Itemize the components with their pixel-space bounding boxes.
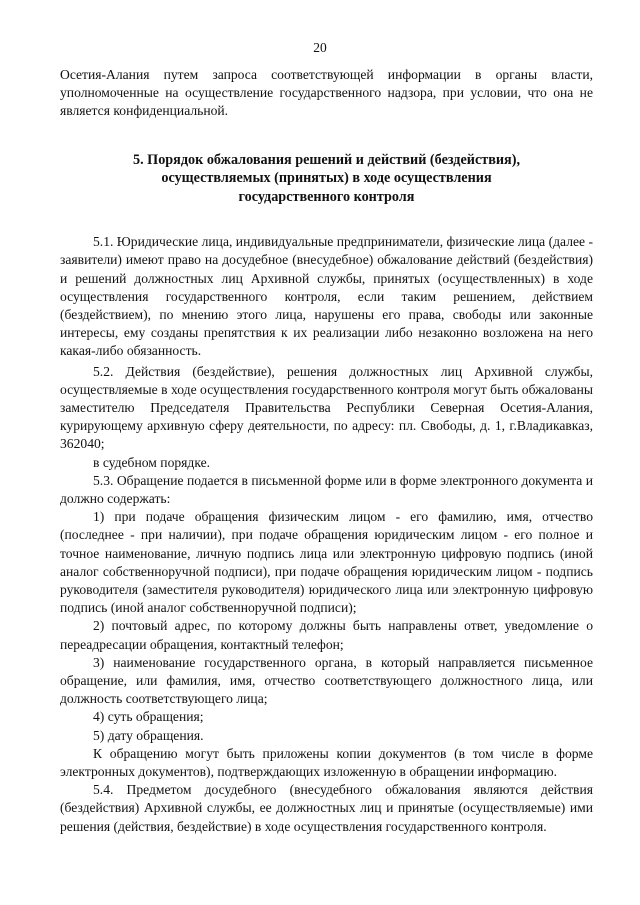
paragraph-5-4: 5.4. Предметом досудебного (внесудебного обжалования являются действия (бездействия) Архивной службы, ее должностных лиц и принятые (осуществляемые) ими решения (действия, бездействие) в ходе осуществления государственного контроля.	[60, 782, 593, 834]
paragraph-5-2-court: в судебном порядке.	[93, 454, 211, 470]
list-item-4: 4) суть обращения;	[93, 709, 204, 725]
list-item-5: 5) дату обращения.	[93, 727, 204, 743]
list-item-2: 2) почтовый адрес, по которому должны быть направлены ответ, уведомление о переадресации обращения, контактный телефон;	[60, 618, 593, 652]
page-number: 20	[313, 40, 327, 55]
paragraph-5-3: 5.3. Обращение подается в письменной форме или в форме электронного документа и должно содержать:	[60, 472, 593, 506]
section-title-line-3: государственного контроля	[238, 188, 415, 205]
paragraph-5-2: 5.2. Действия (бездействие), решения должностных лиц Архивной службы, осуществляемые в ходе осуществления государственного контроля могут быть обжалованы заместителю Председателя Правительства Республики Северная Осетия-Алания, курирующему архивную сферу деятельности, по адресу: пл. Свободы, д. 1, г.Владикавказ, 362040;	[60, 363, 593, 452]
intro-paragraph: Осетия-Алания путем запроса соответствующей информации в органы власти, уполномоченные на осуществление государственного надзора, при условии, что она не является конфиденциальной.	[60, 67, 593, 119]
list-item-3: 3) наименование государственного органа, в который направляется письменное обращение, или фамилия, имя, отчество соответствующего должностного лица, или должность соответствующего лица;	[60, 654, 593, 707]
paragraph-5-1: 5.1. Юридические лица, индивидуальные предприниматели, физические лица (далее - заявители) имеют право на досудебное (внесудебное) обжалование действий (бездействия) и решений должностных лиц Архивной службы, принятых (осуществленных) в ходе осуществления государственного контроля, если таким решением, действием (бездействием), по мнению этого лица, нарушены его права, свободы или законные интересы, ему созданы препятствия к их реализации либо незаконно возложена на него какая-либо обязанность.	[60, 234, 593, 359]
list-item-1: 1) при подаче обращения физическим лицом - его фамилию, имя, отчество (последнее - при наличии), при подаче обращения юридическим лицом - его полное и точное наименование, личную подпись лица или электронную цифровую подпись (иной аналог собственноручной подписи), при подаче обращения юридическим лицом - подпись руководителя (заместителя руководителя) юридического лица или электронную цифровую подпись (иной аналог собственноручной подписи);	[60, 509, 593, 616]
attachments-paragraph: К обращению могут быть приложены копии документов (в том числе в форме электронных документов), подтверждающих изложенную в обращении информацию.	[60, 745, 593, 779]
section-title-line-2: осуществляемых (принятых) в ходе осуществления	[161, 170, 492, 187]
document-body	[60, 66, 593, 836]
section-heading	[60, 151, 593, 207]
section-title-line-1: 5. Порядок обжалования решений и действий (бездействия),	[132, 151, 521, 168]
